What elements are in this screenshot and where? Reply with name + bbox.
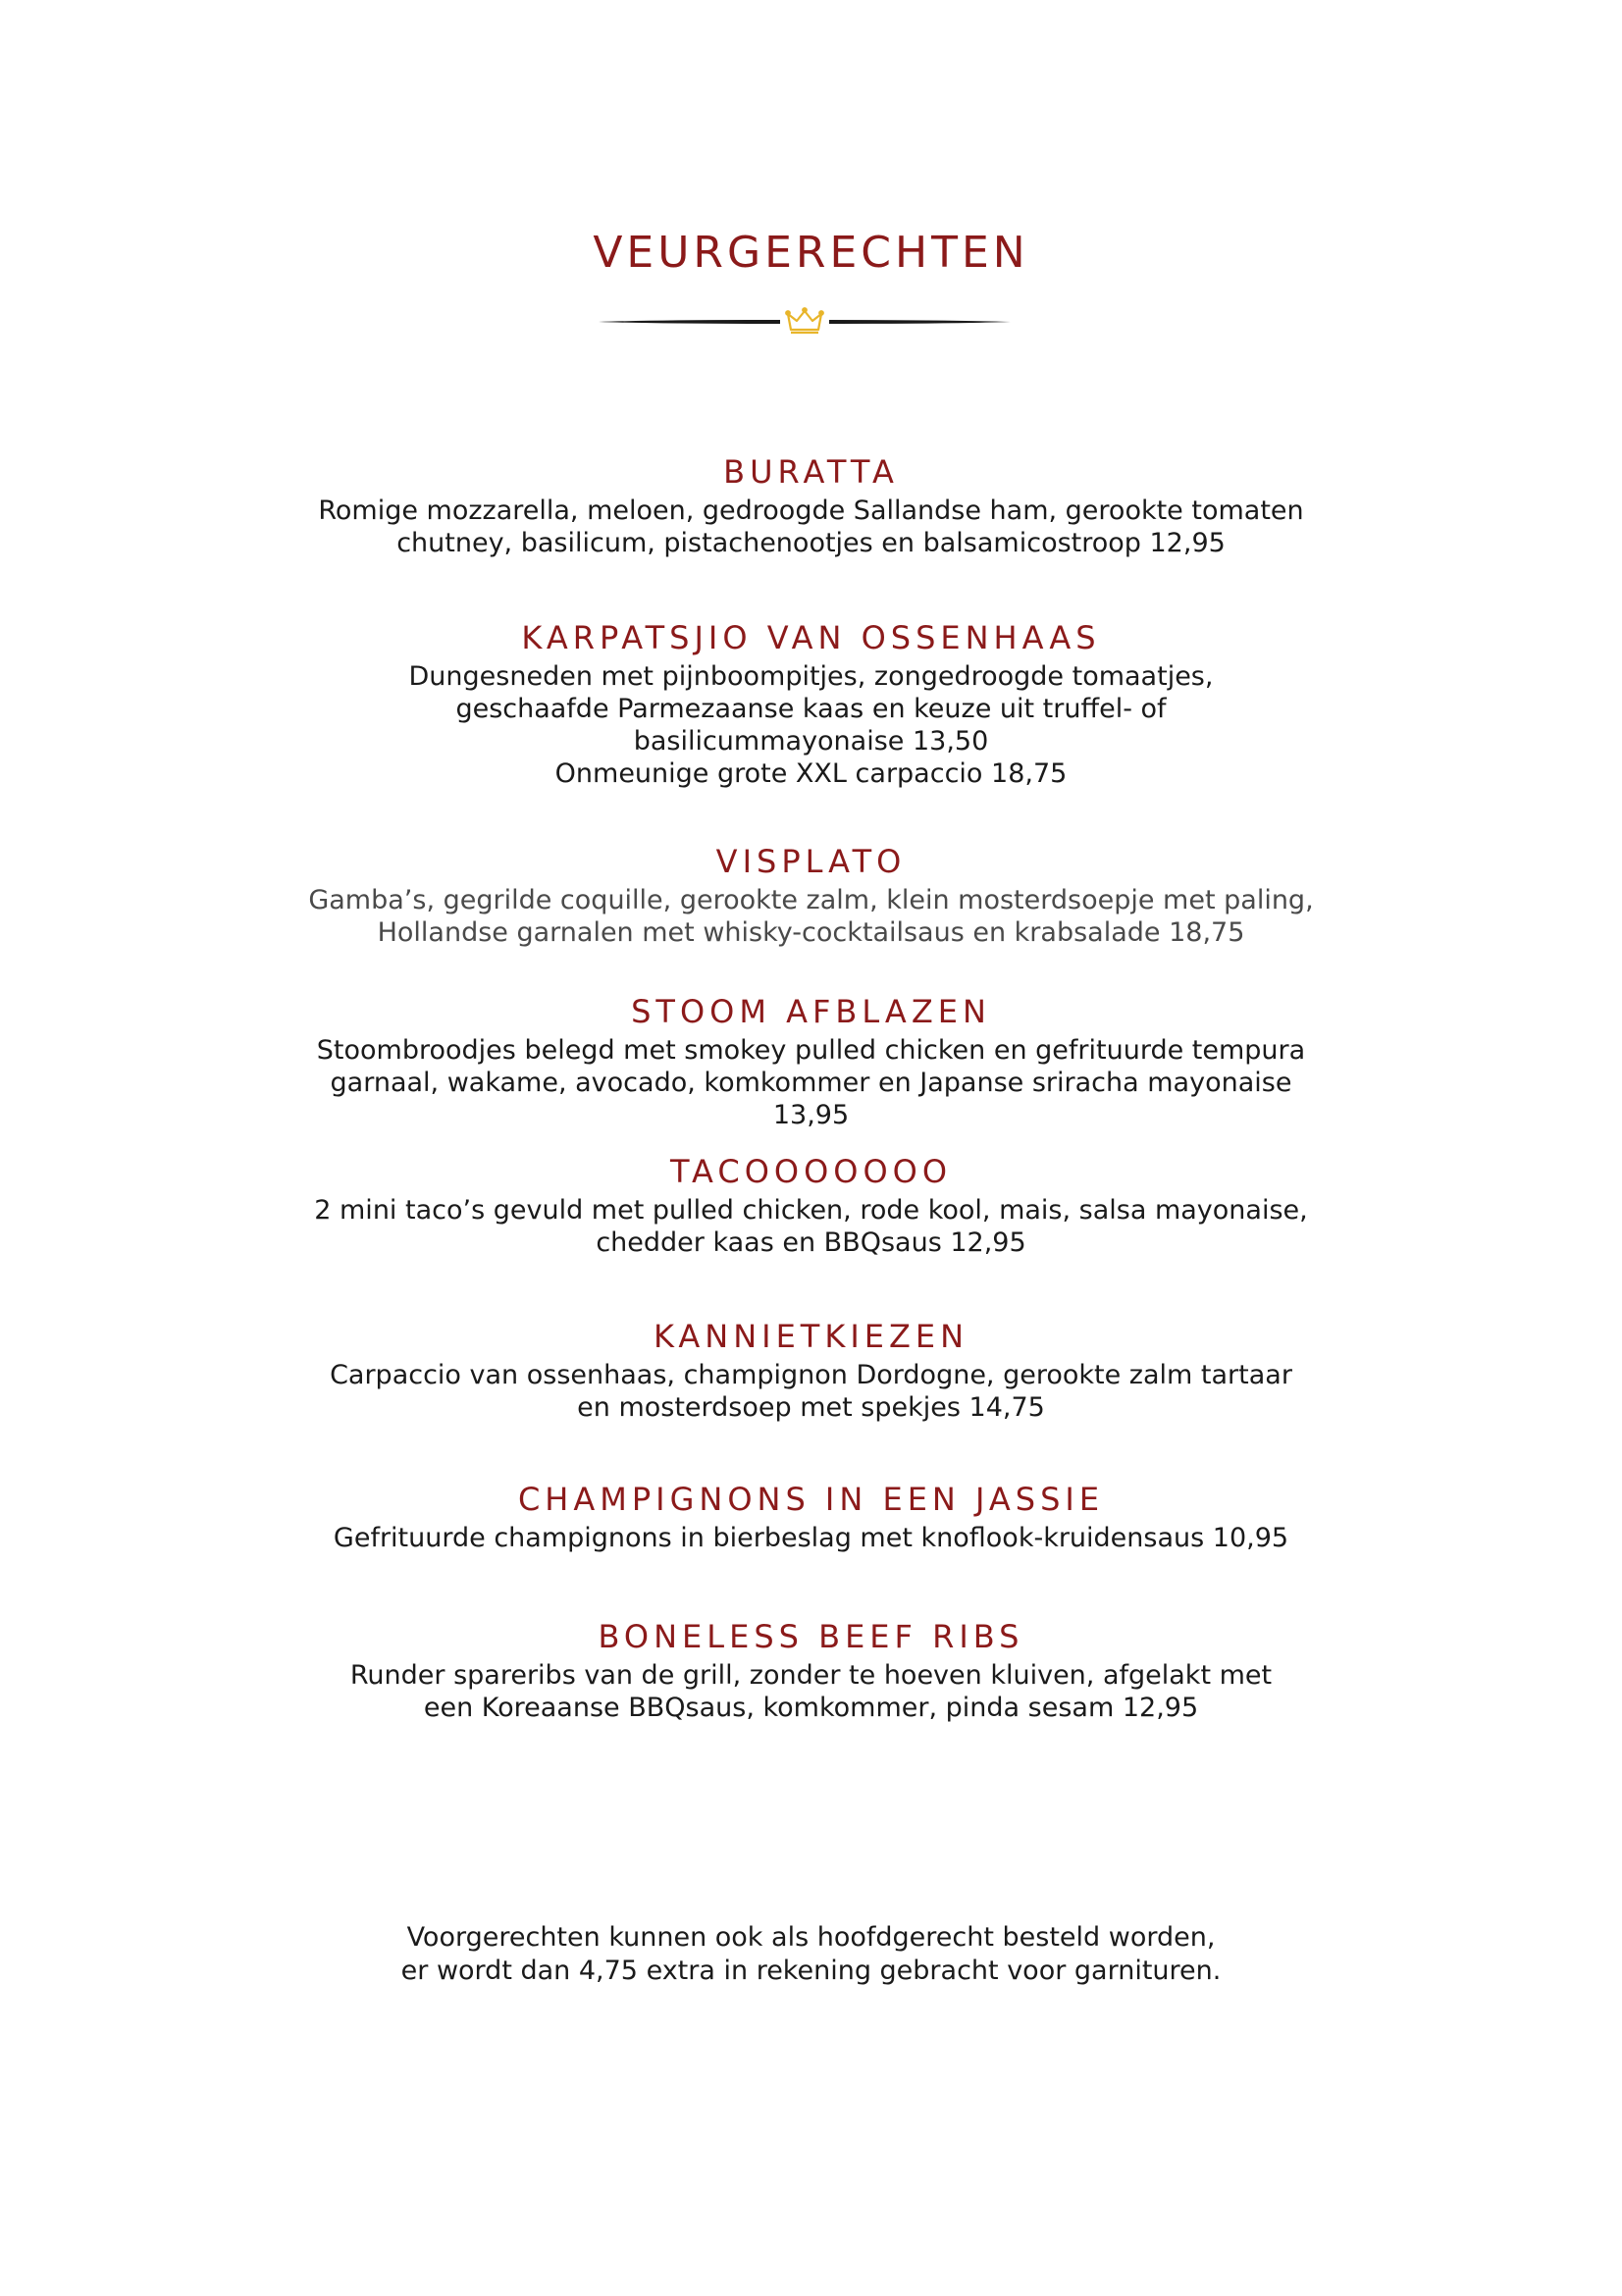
dish-name: VISPLATO xyxy=(715,843,907,880)
menu-item-tacooooooo xyxy=(294,1151,1328,1259)
menu-item-buratta xyxy=(294,451,1328,559)
menu-item-kannietkiezen xyxy=(294,1316,1328,1424)
divider-right-line xyxy=(829,320,1011,324)
crown-icon xyxy=(786,308,823,333)
menu-item-champignons xyxy=(294,1479,1328,1554)
dish-name: KARPATSJIO VAN OSSENHAAS xyxy=(521,619,1101,656)
dish-description: 2 mini taco’s gevuld met pulled chicken, rode kool, mais, salsa mayonaise, chedder kaas en BBQsaus 12,95 xyxy=(314,1195,1308,1258)
page-title: VEURGERECHTEN xyxy=(593,228,1029,278)
dish-name: KANNIETKIEZEN xyxy=(653,1318,969,1355)
dish-description: Romige mozzarella, meloen, gedroogde Sallandse ham, gerookte tomaten chutney, basilicum, pistachenootjes en balsamicostroop 12,95 xyxy=(318,496,1304,558)
title-divider xyxy=(599,302,1011,341)
dish-description: Runder spareribs van de grill, zonder te hoeven kluiven, afgelakt met een Koreaanse BBQsaus, komkommer, pinda sesam 12,95 xyxy=(349,1660,1273,1723)
menu-item-karpatsjio xyxy=(294,617,1328,790)
dish-name: CHAMPIGNONS IN EEN JASSIE xyxy=(517,1481,1105,1518)
dish-name: STOOM AFBLAZEN xyxy=(631,993,991,1030)
footer-note: Voorgerechten kunnen ook als hoofdgerecht besteld worden, er wordt dan 4,75 extra in rekening gebracht voor garnituren. xyxy=(400,1922,1222,1986)
dish-description: Dungesneden met pijnboompitjes, zongedroogde tomaatjes, geschaafde Parmezaanse kaas en keuze uit truffel- of basilicummayonaise 13,50 Onmeunige grote XXL carpaccio 18,75 xyxy=(408,661,1214,789)
dish-description: Carpaccio van ossenhaas, champignon Dordogne, gerookte zalm tartaar en mosterdsoep met spekjes 14,75 xyxy=(330,1360,1292,1423)
dish-description: Gefrituurde champignons in bierbeslag met knoflook-kruidensaus 10,95 xyxy=(333,1523,1289,1553)
dish-name: TACOOOOOOO xyxy=(669,1153,953,1190)
dish-description: Stoombroodjes belegd met smokey pulled chicken en gefrituurde tempura garnaal, wakame, avocado, komkommer en Japanse sriracha mayonaise 13,95 xyxy=(316,1035,1306,1130)
dish-description: Gamba’s, gegrilde coquille, gerookte zalm, klein mosterdsoepje met paling, Hollandse garnalen met whisky-cocktailsaus en krabsalade 18,75 xyxy=(308,885,1314,948)
menu-item-boneless-beef-ribs xyxy=(294,1616,1328,1724)
menu-item-visplato xyxy=(294,841,1328,949)
dish-name: BURATTA xyxy=(723,453,899,491)
dish-name: BONELESS BEEF RIBS xyxy=(598,1618,1024,1655)
menu-item-stoom-afblazen xyxy=(294,991,1328,1131)
divider-left-line xyxy=(599,320,780,324)
